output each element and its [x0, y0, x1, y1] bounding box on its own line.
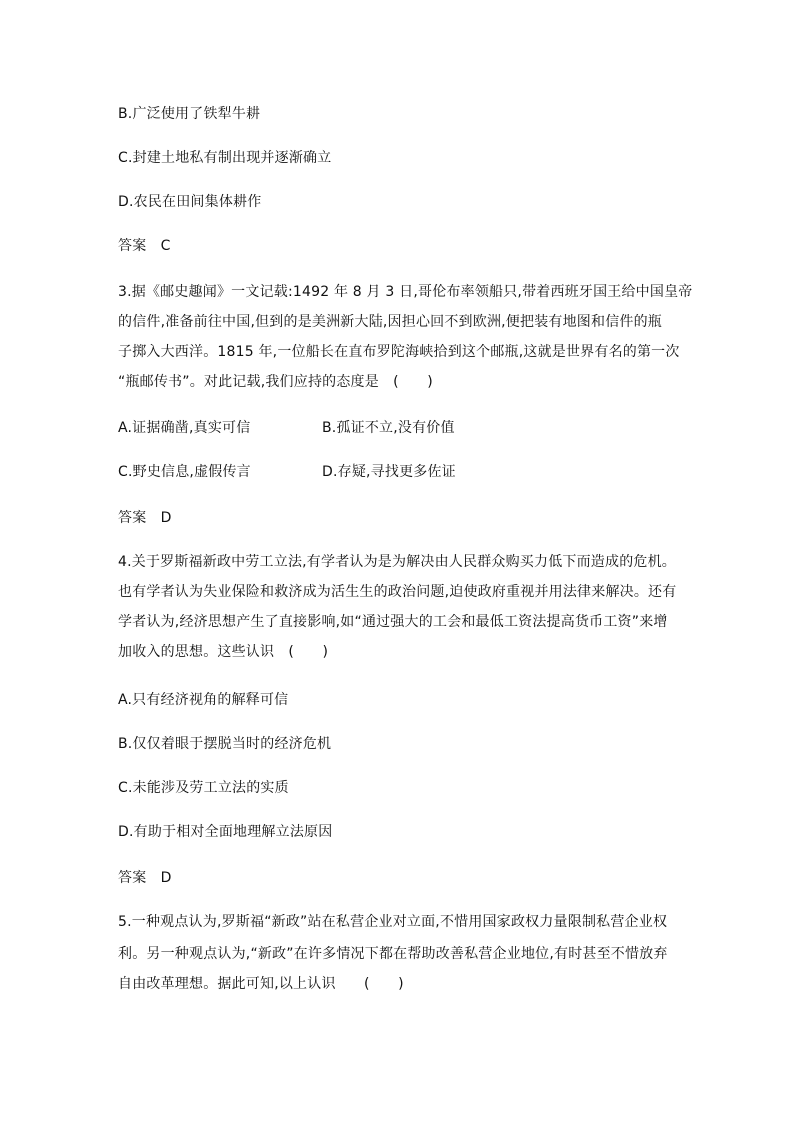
q5-stem-line-2: 利。另一种观点认为,“新政”在许多情况下都在帮助改善私营企业地位,有时甚至不惜放弃	[118, 946, 668, 962]
q2-option-b: B.广泛使用了铁犁牛耕	[118, 106, 261, 122]
q4-option-a: A.只有经济视角的解释可信	[118, 692, 289, 708]
q3-stem-line-3: 子掷入大西洋。1815 年,一位船长在直布罗陀海峡拾到这个邮瓶,这就是世界有名的第一次	[118, 344, 680, 360]
q3-option-c: C.野史信息,虚假传言	[118, 464, 251, 480]
q2-option-c: C.封建土地私有制出现并逐渐确立	[118, 150, 332, 166]
q5-stem-line-1: 5.一种观点认为,罗斯福“新政”站在私营企业对立面,不惜用国家政权力量限制私营企业权	[118, 914, 668, 930]
q4-stem-line-1: 4.关于罗斯福新政中劳工立法,有学者认为是为解决由人民群众购买力低下而造成的危机。	[118, 554, 677, 570]
q4-stem-line-3: 学者认为,经济思想产生了直接影响,如“通过强大的工会和最低工资法提高货币工资”来增	[118, 614, 668, 630]
q3-answer: 答案 D	[118, 510, 172, 526]
q3-stem-line-1: 3.据《邮史趣闻》一文记载:1492 年 8 月 3 日,哥伦布率领船只,带着西班牙国王给中国皇帝	[118, 284, 693, 300]
q4-stem-line-4: 加收入的思想。这些认识 ( )	[118, 644, 329, 660]
q2-option-d: D.农民在田间集体耕作	[118, 194, 262, 210]
q4-stem-line-2: 也有学者认为失业保险和救济成为活生生的政治问题,迫使政府重视并用法律来解决。还有	[118, 584, 677, 600]
q3-option-b: B.孤证不立,没有价值	[322, 420, 455, 436]
q3-stem-line-4: “瓶邮传书”。对此记载,我们应持的态度是 ( )	[118, 374, 433, 390]
q4-option-c: C.未能涉及劳工立法的实质	[118, 780, 289, 796]
q2-answer: 答案 C	[118, 238, 171, 254]
q4-answer: 答案 D	[118, 870, 172, 886]
q3-option-a: A.证据确凿,真实可信	[118, 420, 251, 436]
q4-option-b: B.仅仅着眼于摆脱当时的经济危机	[118, 736, 332, 752]
q5-stem-line-3: 自由改革理想。据此可知,以上认识 ( )	[118, 976, 404, 992]
q3-option-d: D.存疑,寻找更多佐证	[322, 464, 456, 480]
q3-stem-line-2: 的信件,准备前往中国,但到的是美洲新大陆,因担心回不到欧洲,便把装有地图和信件的瓶	[118, 314, 662, 330]
q4-option-d: D.有助于相对全面地理解立法原因	[118, 824, 333, 840]
